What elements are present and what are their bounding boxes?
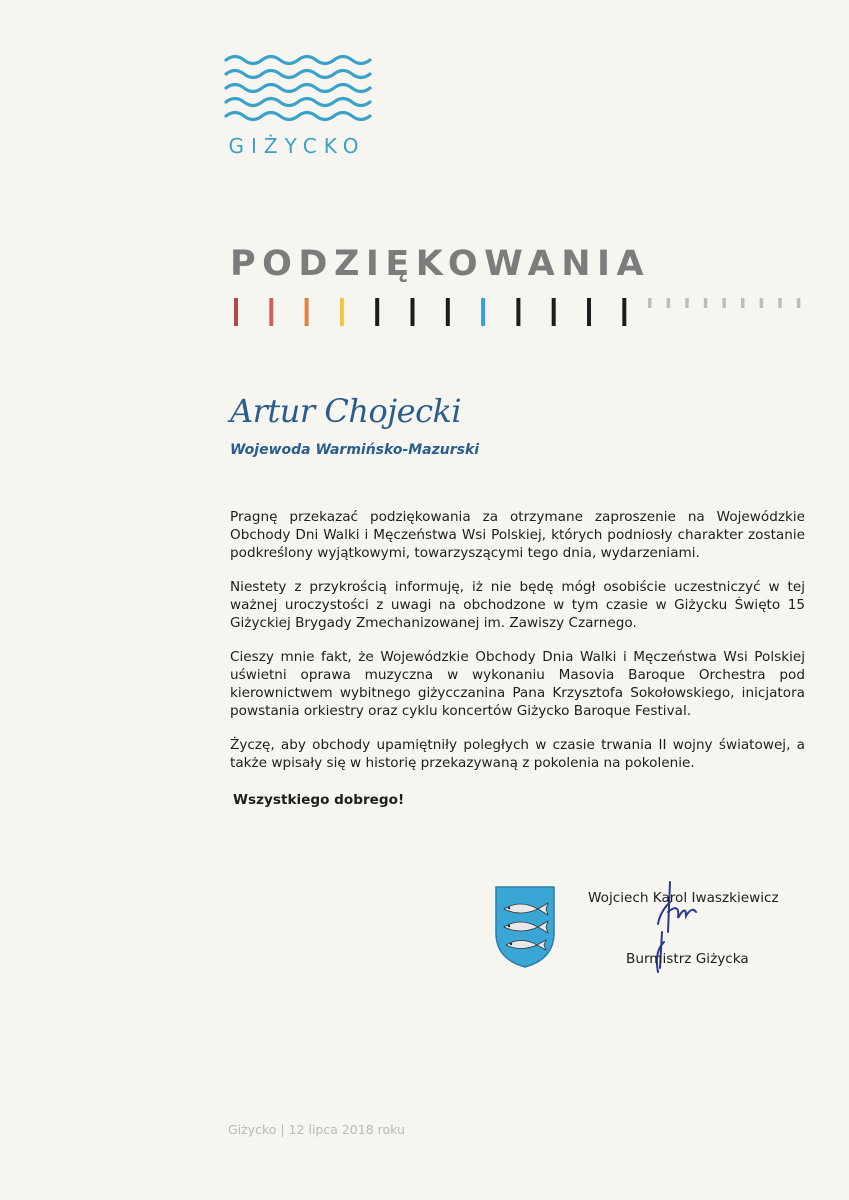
paragraph: Cieszy mnie fakt, że Wojewódzkie Obchody Dnia Walki i Męczeństwa Wsi Polskiej uświetni oprawa muzyczna w wykonaniu Masovia Baroque Orchestra pod kierownictwem wybitnego giżycczanina Pana Krzysztofa Sokołowskiego, inicjatora powstania orkiestry oraz cyklu koncertów Giżycko Baroque Festival. <box>230 649 805 719</box>
decorative-bar <box>375 298 379 326</box>
decorative-bar-faded <box>741 298 745 308</box>
bars-graphic <box>230 296 810 328</box>
decorative-bars <box>230 296 810 328</box>
decorative-bar <box>234 298 238 326</box>
gizycko-logo <box>222 52 372 162</box>
decorative-bar-faded <box>704 298 708 308</box>
paragraph: Niestety z przykrością informuję, iż nie będę mógł osobiście uczestniczyć w tej ważnej uroczystości z uwagi na obchodzone w tym czasie w Giżycku Święto 15 Giżyckiej Brygady Zmechanizowanej im. Zawiszy Czarnego. <box>230 579 805 631</box>
gizycko-coat-of-arms-icon <box>494 885 556 969</box>
decorative-bar <box>305 298 309 326</box>
decorative-bar <box>340 298 344 326</box>
signatory-name: Wojciech Karol Iwaszkiewicz <box>588 890 779 906</box>
footer-place-date: Giżycko | 12 lipca 2018 roku <box>228 1122 405 1137</box>
decorative-bar <box>552 298 556 326</box>
paragraph: Pragnę przekazać podziękowania za otrzymane zaproszenie na Wojewódzkie Obchody Dni Walki i Męczeństwa Wsi Polskiej, których podniosły charakter zostanie podkreślony wyjątkowymi, towarzyszącymi tego dnia, wydarzeniami. <box>230 509 805 561</box>
closing-greeting: Wszystkiego dobrego! <box>233 792 405 808</box>
paragraph: Życzę, aby obchody upamiętniły poległych w czasie trwania II wojny światowej, a także wpisały się w historię przekazywaną z pokolenia na pokolenie. <box>230 737 805 771</box>
decorative-bar-faded <box>778 298 782 308</box>
decorative-bar <box>516 298 520 326</box>
decorative-bar <box>481 298 485 326</box>
decorative-bar <box>446 298 450 326</box>
recipient-title: Wojewoda Warmińsko-Mazurski <box>230 442 480 458</box>
decorative-bar <box>269 298 273 326</box>
letter-body <box>230 508 805 788</box>
logo-text: GIŻYCKO <box>228 134 366 158</box>
decorative-bar <box>622 298 626 326</box>
page-title: PODZIĘKOWANIA <box>230 244 651 284</box>
decorative-bar <box>587 298 591 326</box>
decorative-bar-faded <box>760 298 764 308</box>
waves-icon <box>222 52 372 132</box>
decorative-bar-faded <box>797 298 801 308</box>
decorative-bar-faded <box>648 298 652 308</box>
decorative-bar-faded <box>685 298 689 308</box>
recipient-name: Artur Chojecki <box>230 392 462 430</box>
decorative-bar-faded <box>667 298 671 308</box>
decorative-bar-faded <box>722 298 726 308</box>
decorative-bar <box>411 298 415 326</box>
signatory-title: Burmistrz Giżycka <box>626 951 749 967</box>
